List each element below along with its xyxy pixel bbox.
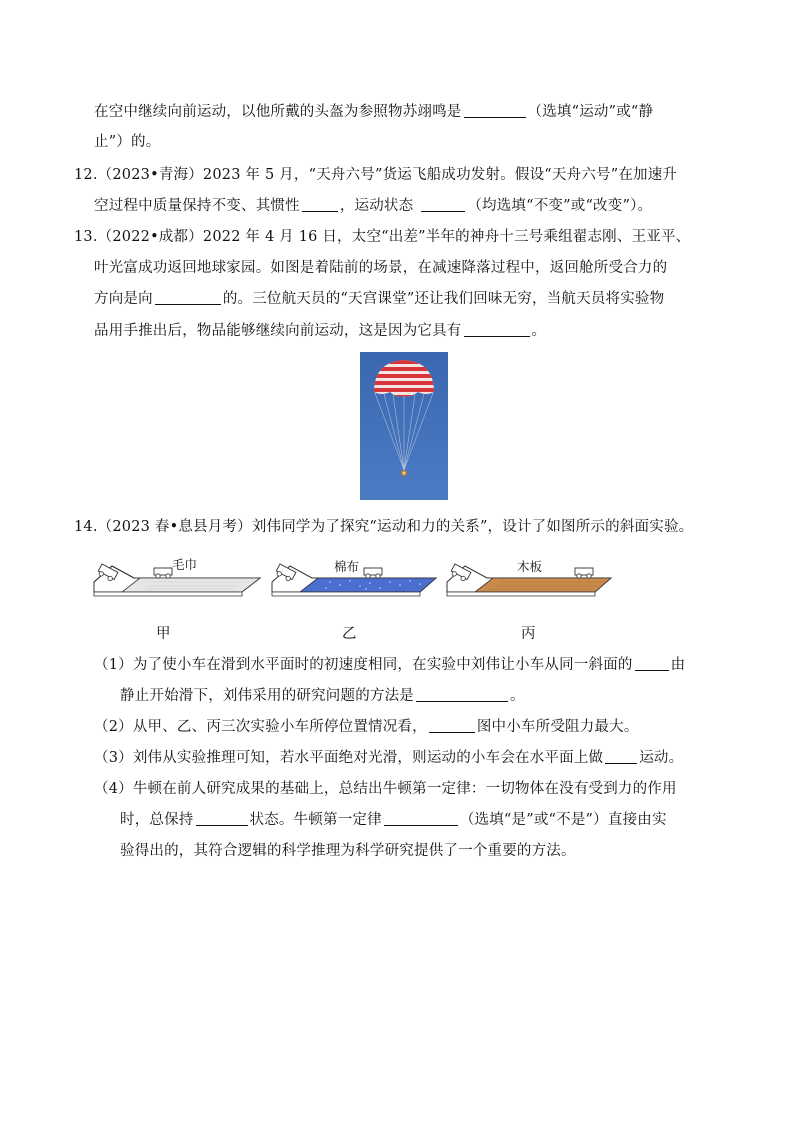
answer-blank[interactable] [196,811,248,826]
q14-p4-text-2c: （选填“是”或“不是”）直接由实 [459,812,667,828]
q13-line-4 [94,321,546,341]
q13-text-4a: 品用手推出后，物品能够继续向前运动，这是因为它具有 [94,323,462,339]
surface-label-wood: 木板 [517,559,543,574]
q13-text-4b: 。 [531,323,547,339]
answer-blank[interactable] [302,197,338,212]
panel-label-jia: 甲 [156,626,171,642]
q12-text-2a: 空过程中质量保持不变、其惯性 [94,198,300,214]
q14-intro: （2023 春•息县月考）刘伟同学为了探究“运动和力的关系”，设计了如图所示的斜面实验。 [97,519,694,535]
q14-part4-line-2 [120,810,667,830]
ramp-figure-wood [445,552,615,602]
q14-p4-text-1: （4）牛顿在前人研究成果的基础上，总结出牛顿第一定律：一切物体在没有受到力的作用 [94,781,677,797]
q11-text-a: 在空中继续向前运动，以他所戴的头盔为参照物苏翊鸣是 [94,104,462,120]
q14-p2-text-a: （2）从甲、乙、丙三次实验小车所停位置情况看， [94,719,427,735]
q14-p3-text-a: （3）刘伟从实验推理可知，若水平面绝对光滑，则运动的小车会在水平面上做 [94,750,604,766]
answer-blank[interactable] [155,290,221,305]
q11-text-c: 止”）的。 [94,134,161,150]
answer-blank[interactable] [429,718,475,733]
q11-line-1 [94,102,653,122]
q14-part3-line [94,748,683,768]
q14-p1-text-a: （1）为了使小车在滑到水平面时的初速度相同，在实验中刘伟让小车从同一斜面的 [94,657,633,673]
q14-intro-line [74,517,693,537]
question-number: 13. [74,229,98,245]
q14-p1-text-d: 。 [510,688,525,704]
q14-part4-line-3 [120,841,576,861]
q14-p3-text-b: 运动。 [639,750,684,766]
answer-blank[interactable] [421,197,465,212]
q14-part4-line-1 [94,779,677,799]
q14-part1-line-1 [94,655,685,675]
q12-text-2c: （均选填“不变”或“改变”）。 [467,198,653,214]
ramp-figure-cotton [270,552,440,602]
q13-text-3a: 方向是向 [94,291,153,307]
surface-label-cotton: 棉布 [334,559,360,574]
q14-p4-text-3: 验得出的，其符合逻辑的科学推理为科学研究提供了一个重要的方法。 [120,843,576,859]
q14-part2-line [94,717,639,737]
q14-p4-text-2b: 状态。牛顿第一定律 [249,812,382,828]
q14-p2-text-b: 图中小车所受阻力最大。 [476,719,639,735]
q12-text-2b: ，运动状态 [339,198,414,214]
q13-line-1 [74,227,690,247]
answer-blank[interactable] [635,656,669,671]
question-number: 12. [74,167,98,183]
panel-label-yi: 乙 [342,626,357,642]
q14-p1-text-c: 静止开始滑下，刘伟采用的研究问题的方法是 [120,688,414,704]
surface-label-towel: 毛巾 [172,557,198,572]
q11-line-2 [94,132,160,152]
answer-blank[interactable] [605,749,637,764]
q11-text-b: （选填“运动”或“静 [527,104,654,120]
answer-blank[interactable] [416,687,508,702]
answer-blank[interactable] [464,103,526,118]
q14-part1-line-2 [120,686,525,706]
parachute-landing-photo [360,352,448,500]
q14-p4-text-2a: 时，总保持 [120,812,194,828]
q12-text-1: （2023•青海）2023 年 5 月，“天舟六号”货运飞船成功发射。假设“天舟六号”在加速升 [97,167,678,183]
question-number: 14. [74,519,98,535]
q13-line-3 [94,289,664,309]
q13-line-2 [94,258,667,278]
answer-blank[interactable] [464,322,530,337]
q13-text-2: 叶光富成功返回地球家园。如图是着陆前的场景，在减速降落过程中，返回舱所受合力的 [94,260,668,276]
q13-text-3b: 的。三位航天员的“天宫课堂”还让我们回味无穷，当航天员将实验物 [222,291,665,307]
q12-line-1 [74,165,677,185]
panel-label-bing: 丙 [521,626,536,642]
q12-line-2 [94,196,652,216]
q14-p1-text-b: 由 [670,657,686,673]
ramp-figure-towel [92,552,262,602]
answer-blank[interactable] [384,811,458,826]
q13-text-1: （2022•成都）2022 年 4 月 16 日，太空“出差”半年的神舟十三号乘组翟志刚、王亚平、 [97,229,691,245]
